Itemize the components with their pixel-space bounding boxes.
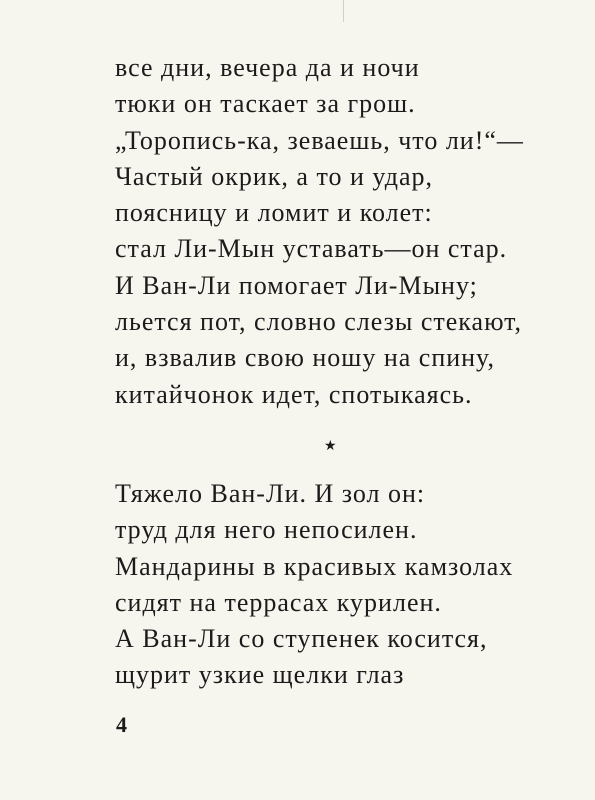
verse-line: поясницу и ломит и колет: bbox=[115, 198, 433, 228]
verse-line: Тяжело Ван-Ли. И зол он: bbox=[115, 479, 426, 508]
verse-line: Частый окрик, а то и удар, bbox=[115, 161, 434, 191]
verse-line: и, взвалив свою ношу на спину, bbox=[115, 343, 495, 373]
stanza-2 bbox=[115, 476, 513, 694]
verse-line: „Торопись-ка, зеваешь, что ли!“— bbox=[115, 125, 524, 155]
scan-mark bbox=[343, 0, 344, 22]
verse-line: Мандарины в красивых камзолах bbox=[115, 551, 514, 581]
verse-line: стал Ли-Мын уставать—он стар. bbox=[115, 234, 508, 264]
stanza-1 bbox=[115, 50, 524, 413]
verse-line: льется пот, словно слезы стекают, bbox=[115, 307, 523, 337]
verse-line: А Ван-Ли со ступенек косится, bbox=[115, 624, 488, 654]
verse-line: И Ван-Ли помогает Ли-Мыну; bbox=[115, 270, 478, 300]
page-number: 4 bbox=[116, 712, 127, 737]
verse-line: труд для него непосилен. bbox=[115, 515, 418, 545]
verse-line: китайчонок идет, спотыкаясь. bbox=[115, 379, 473, 409]
verse-line: все дни, вечера да и ночи bbox=[115, 53, 420, 82]
verse-line: щурит узкие щелки глаз bbox=[115, 660, 405, 690]
verse-line: тюки он таскает за грош. bbox=[115, 89, 416, 119]
star-divider: ★ bbox=[324, 439, 337, 454]
verse-line: сидят на террасах курилен. bbox=[115, 587, 442, 617]
